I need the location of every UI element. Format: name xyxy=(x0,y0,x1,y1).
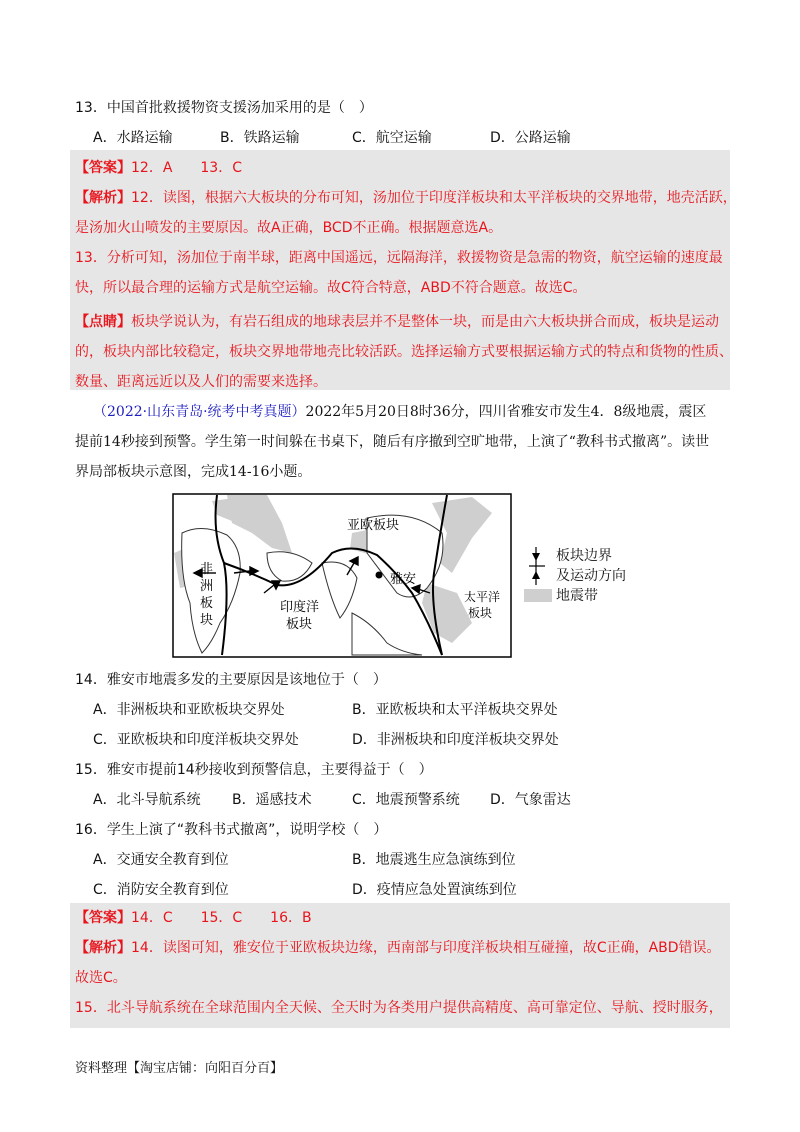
q14-option-d: D．非洲板块和印度洋板块交界处 xyxy=(352,732,559,748)
analysis-line-2: 是汤加火山喷发的主要原因。故A正确，BCD不正确。根据题意选A。 xyxy=(75,220,503,236)
question-source: （2022·山东青岛·统考中考真题） xyxy=(93,404,306,420)
answer2-line-1: 【答案】14．C 15．C 16．B xyxy=(75,910,312,926)
yaan-marker xyxy=(376,572,383,579)
answer2-analysis-1: 【解析】14．读图可知，雅安位于亚欧板块边缘，西南部与印度洋板块相互碰撞，故C正确，ABD错误。 xyxy=(75,940,721,956)
note-line-3: 数量、距离远近以及人们的需要来选择。 xyxy=(75,374,327,390)
q14-option-b: B．亚欧板块和太平洋板块交界处 xyxy=(352,702,558,718)
intro-line-2: 提前14秒接到预警。学生第一时间躲在书桌下，随后有序撤到空旷地带，上演了“教科书式撤离”。读世 xyxy=(75,434,710,450)
intro-line-1: （2022·山东青岛·统考中考真题）2022年5月20日8时36分，四川省雅安市发生4．8级地震，震区 xyxy=(93,404,707,420)
q16-option-d: D．疫情应急处置演练到位 xyxy=(352,882,517,898)
q15-option-a: A．北斗导航系统 xyxy=(93,792,201,808)
q13-option-b: B．铁路运输 xyxy=(220,130,300,146)
label-indian-1: 印度洋 xyxy=(280,600,320,615)
analysis-line-3: 13．分析可知，汤加位于南半球，距离中国遥远，远隔海洋，救援物资是急需的物资，航空运输的速度最 xyxy=(75,250,723,266)
q13-option-c: C．航空运输 xyxy=(352,130,432,146)
note-line-2: 的，板块内部比较稳定，板块交界地带地壳比较活跃。选择运输方式要根据运输方式的特点和货物的性质、 xyxy=(75,344,733,360)
q13-option-a: A．水路运输 xyxy=(93,130,173,146)
label-pacific-2: 板块 xyxy=(468,606,493,620)
label-yaan: 雅安 xyxy=(390,572,417,587)
note-line-1: 【点睛】板块学说认为，有岩石组成的地球表层并不是整体一块，而是由六大板块拼合而成，板块是运动 xyxy=(75,314,719,330)
label-indian-2: 板块 xyxy=(286,617,313,632)
note-tag: 【点睛】 xyxy=(75,314,131,330)
intro-line-3: 界局部板块示意图，完成14-16小题。 xyxy=(75,464,312,480)
q13-stem: 13．中国首批救援物资支援汤加采用的是（ ） xyxy=(75,100,373,116)
q14-option-c: C．亚欧板块和印度洋板块交界处 xyxy=(93,732,299,748)
answer-tag: 【答案】 xyxy=(75,160,131,176)
page-footer: 资料整理【淘宝店铺：向阳百分百】 xyxy=(75,1061,284,1076)
label-eurasia-plate: 亚欧板块 xyxy=(347,518,400,533)
q15-option-b: B．遥感技术 xyxy=(232,792,312,808)
q15-option-c: C．地震预警系统 xyxy=(352,792,460,808)
analysis-line-4: 快，所以最合理的运输方式是航空运输。故C符合特意，ABD不符合题意。故选C。 xyxy=(75,280,587,296)
analysis-line-1: 【解析】12．读图，根据六大板块的分布可知，汤加位于印度洋板块和太平洋板块的交界地带，地壳活跃， xyxy=(75,190,737,206)
legend-boundary-label: 板块边界 及运动方向 xyxy=(556,548,626,584)
answer2-analysis-3: 15．北斗导航系统在全球范围内全天候、全天时为各类用户提供高精度、高可靠定位、导航、授时服务， xyxy=(75,1000,723,1016)
answer-text: 12．A 13．C xyxy=(131,160,242,176)
q16-option-c: C．消防安全教育到位 xyxy=(93,882,229,898)
label-africa-3: 板 xyxy=(200,596,214,611)
label-africa-1: 非 xyxy=(200,562,214,577)
label-pacific-1: 太平洋 xyxy=(464,590,501,604)
analysis-tag: 【解析】 xyxy=(75,190,131,206)
q15-option-d: D．气象雷达 xyxy=(490,792,571,808)
legend-quake-swatch xyxy=(524,589,552,602)
plate-map xyxy=(172,493,512,658)
label-africa-2: 洲 xyxy=(200,579,214,594)
q16-option-a: A．交通安全教育到位 xyxy=(93,852,229,868)
q13-option-d: D．公路运输 xyxy=(490,130,571,146)
answer-line-1 xyxy=(75,157,242,179)
label-africa-4: 块 xyxy=(200,613,214,628)
q16-stem: 16．学生上演了“教科书式撤离”，说明学校（ ） xyxy=(75,822,388,838)
q14-stem: 14．雅安市地震多发的主要原因是该地位于（ ） xyxy=(75,672,387,688)
legend-quake-label: 地震带 xyxy=(556,588,598,604)
q16-option-b: B．地震逃生应急演练到位 xyxy=(352,852,516,868)
answer2-analysis-2: 故选C。 xyxy=(75,970,127,986)
q14-option-a: A．非洲板块和亚欧板块交界处 xyxy=(93,702,285,718)
q15-stem: 15．雅安市提前14秒接收到预警信息，主要得益于（ ） xyxy=(75,762,433,778)
